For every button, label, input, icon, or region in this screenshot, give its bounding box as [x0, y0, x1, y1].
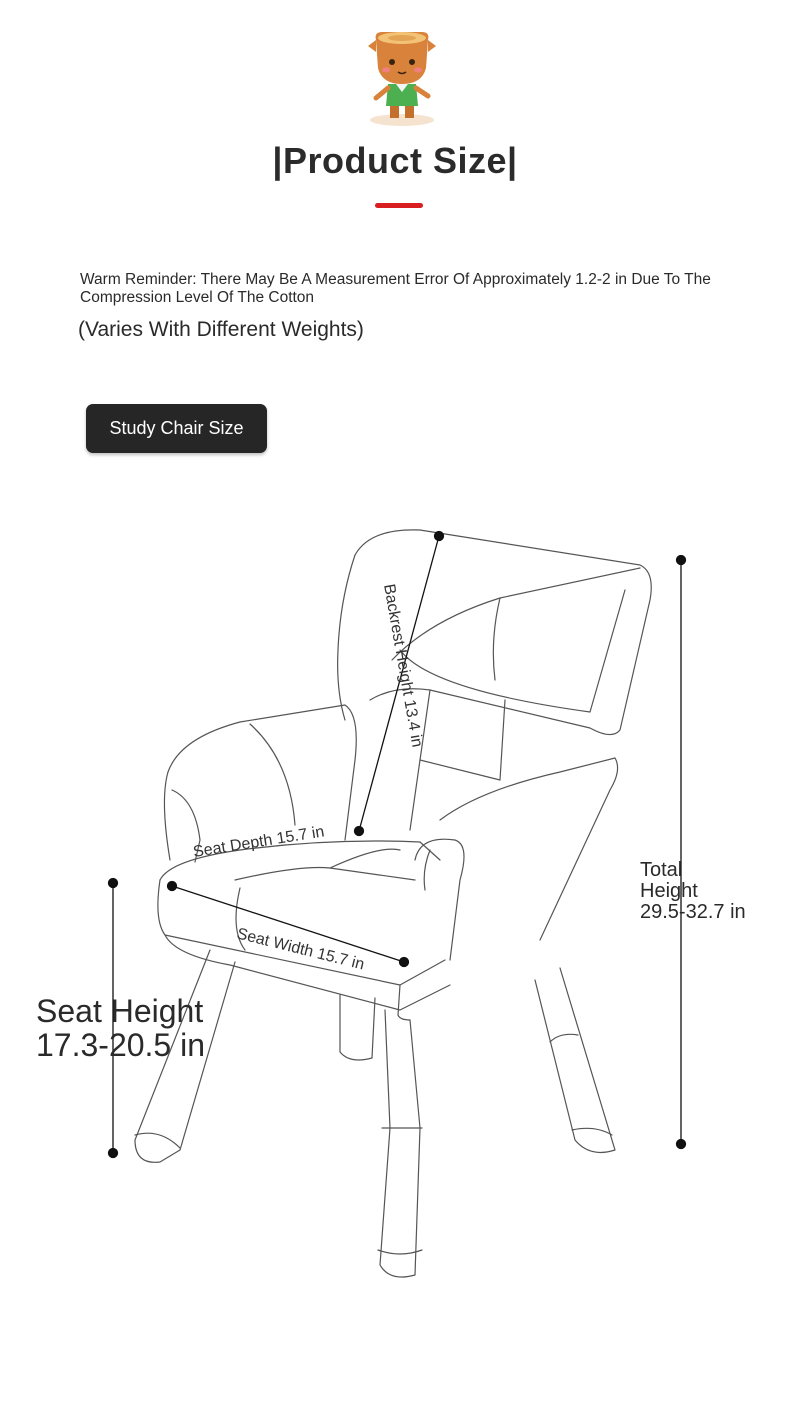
total-height-bottom-dot — [677, 1140, 686, 1149]
tree-stump-mascot-icon — [362, 28, 442, 128]
seat-width-left-dot — [168, 882, 177, 891]
backrest-height-label: Backrest Height 13.4 in — [380, 582, 426, 749]
study-chair-size-tab[interactable]: Study Chair Size — [86, 404, 267, 453]
seat-depth-label: Seat Depth 15.7 in — [191, 823, 326, 861]
backrest-top-dot — [435, 532, 444, 541]
seat-width-label: Seat Width 15.7 in — [235, 925, 367, 974]
seat-height-value: 17.3-20.5 in — [36, 1027, 206, 1063]
backrest-bottom-dot — [355, 827, 364, 836]
total-height-top-dot — [677, 556, 686, 565]
total-height-line2: Height — [640, 880, 698, 902]
measurement-reminder: Warm Reminder: There May Be A Measurement Error Of Approximately 1.2-2 in Due To The Compression Level Of The Cotton — [80, 271, 711, 306]
total-height-label — [640, 860, 746, 923]
seat-height-top-dot — [109, 879, 118, 888]
total-height-value: 29.5-32.7 in — [640, 901, 746, 923]
page-title: |Product Size| — [272, 140, 518, 181]
seat-width-right-dot — [400, 958, 409, 967]
total-height-line1: Total — [640, 859, 683, 881]
title-underline — [375, 203, 423, 208]
seat-height-label — [36, 994, 205, 1062]
weight-variance-note: (Varies With Different Weights) — [78, 318, 364, 341]
seat-height-title: Seat Height — [36, 993, 204, 1029]
seat-height-bottom-dot — [109, 1149, 118, 1158]
